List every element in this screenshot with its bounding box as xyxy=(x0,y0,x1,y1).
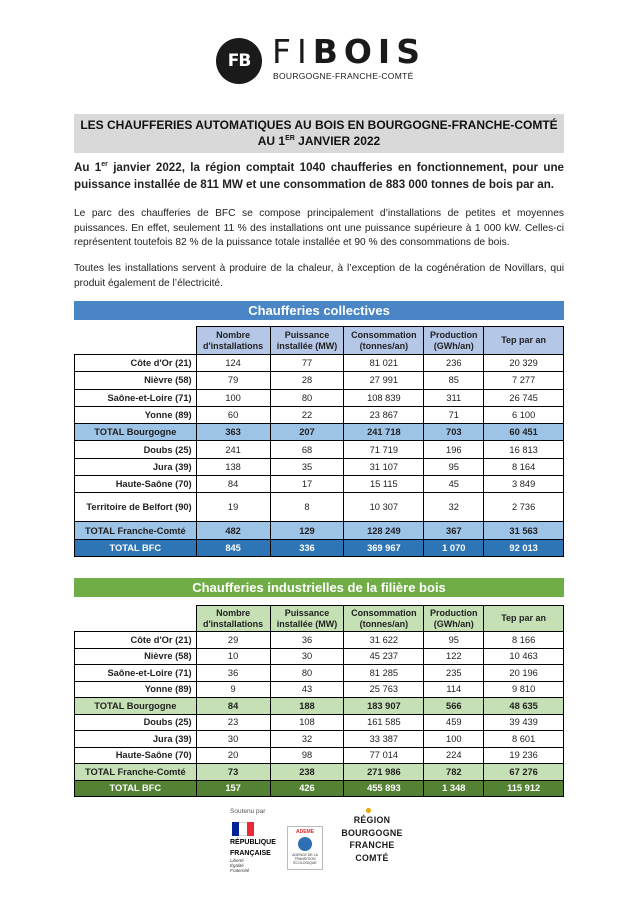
table-cell: 363 xyxy=(196,424,270,441)
industrielles-banner: Chaufferies industrielles de la filière bois xyxy=(74,578,564,597)
row-label-cell: Saône-et-Loire (71) xyxy=(75,389,197,406)
table-cell: 98 xyxy=(270,747,344,764)
table-cell: 1 070 xyxy=(424,539,484,556)
table-row xyxy=(75,355,564,372)
region-bfc-logo xyxy=(336,814,408,864)
table-cell: 33 387 xyxy=(344,731,424,748)
table-cell: 108 xyxy=(270,714,344,731)
logo-word-thin: FI xyxy=(272,32,313,71)
table-cell: 48 635 xyxy=(484,698,564,715)
row-label-cell: TOTAL Bourgogne xyxy=(75,698,197,715)
fibois-logo xyxy=(216,32,426,86)
rf-name-1: RÉPUBLIQUE xyxy=(230,839,276,846)
header-empty-cell xyxy=(75,606,197,632)
table-cell: 10 463 xyxy=(484,648,564,665)
table-cell: 138 xyxy=(196,458,270,475)
table-cell: 9 xyxy=(196,681,270,698)
logo-word-bold: BOIS xyxy=(312,32,426,71)
row-label-cell: TOTAL BFC xyxy=(75,539,197,556)
intro-paragraph-3: Toutes les installations servent à produire de la chaleur, à l’exception de la cogénération de Novillars, qui produit également de l’électricité. xyxy=(74,263,564,289)
table-row xyxy=(75,389,564,406)
table-row xyxy=(75,372,564,389)
table-cell: 92 013 xyxy=(484,539,564,556)
table-cell: 10 xyxy=(196,648,270,665)
table-cell: 114 xyxy=(424,681,484,698)
row-label-cell: Nièvre (58) xyxy=(75,648,197,665)
table-cell: 26 745 xyxy=(484,389,564,406)
table-cell: 100 xyxy=(424,731,484,748)
table-cell: 367 xyxy=(424,522,484,539)
table-cell: 311 xyxy=(424,389,484,406)
table-cell: 71 719 xyxy=(344,441,424,458)
table-cell: 129 xyxy=(270,522,344,539)
table-row xyxy=(75,665,564,682)
table-cell: 224 xyxy=(424,747,484,764)
table-row xyxy=(75,406,564,423)
table-row xyxy=(75,731,564,748)
table-row xyxy=(75,681,564,698)
table-cell: 68 xyxy=(270,441,344,458)
column-header: Tep par an xyxy=(484,327,564,355)
table-cell: 336 xyxy=(270,539,344,556)
table-cell: 60 xyxy=(196,406,270,423)
table-cell: 19 xyxy=(196,493,270,522)
table-cell: 188 xyxy=(270,698,344,715)
logo-wordmark xyxy=(272,34,426,70)
title-line2-suffix: JANVIER 2022 xyxy=(294,134,381,148)
table-cell: 10 307 xyxy=(344,493,424,522)
column-header: Production (GWh/an) xyxy=(424,327,484,355)
industrielles-table xyxy=(74,605,564,797)
table-cell: 30 xyxy=(196,731,270,748)
table-cell: 196 xyxy=(424,441,484,458)
table-cell: 79 xyxy=(196,372,270,389)
table-cell: 241 xyxy=(196,441,270,458)
table-cell: 32 xyxy=(424,493,484,522)
table-row xyxy=(75,648,564,665)
rf-motto-1: Liberté xyxy=(230,858,244,863)
table-cell: 3 849 xyxy=(484,476,564,493)
total-franche-comte-row xyxy=(75,764,564,781)
intro-p1-sup: er xyxy=(101,161,108,169)
table-cell: 77 014 xyxy=(344,747,424,764)
table-cell: 35 xyxy=(270,458,344,475)
region-line-2: BOURGOGNE xyxy=(341,827,403,838)
table-header-row xyxy=(75,327,564,355)
column-header: Puissance installée (MW) xyxy=(270,606,344,632)
table-cell: 85 xyxy=(424,372,484,389)
table-row xyxy=(75,747,564,764)
title-line2-sup: ER xyxy=(285,135,295,142)
table-cell: 73 xyxy=(196,764,270,781)
table-cell: 238 xyxy=(270,764,344,781)
table-cell: 703 xyxy=(424,424,484,441)
table-cell: 67 276 xyxy=(484,764,564,781)
table-row xyxy=(75,632,564,649)
table-cell: 108 839 xyxy=(344,389,424,406)
row-label-cell: Haute-Saône (70) xyxy=(75,476,197,493)
table-cell: 20 196 xyxy=(484,665,564,682)
table-header-row xyxy=(75,606,564,632)
row-label-cell: Haute-Saône (70) xyxy=(75,747,197,764)
table-cell: 236 xyxy=(424,355,484,372)
table-row xyxy=(75,476,564,493)
intro-paragraph-2: Le parc des chaufferies de BFC se compose principalement d’installations de petites et moyennes puissances. En effet, seulement 11 % des installations ont une puissance supérieure à 1 000 kW. Celles-ci représentent toutefois 82 % de la puissance totale installée et 90 % des consommations de bois. xyxy=(74,208,564,248)
document-title xyxy=(74,114,564,153)
table-cell: 241 718 xyxy=(344,424,424,441)
table-cell: 271 986 xyxy=(344,764,424,781)
column-header: Tep par an xyxy=(484,606,564,632)
table-cell: 80 xyxy=(270,665,344,682)
row-label-cell: TOTAL Franche-Comté xyxy=(75,522,197,539)
region-line-3: FRANCHE xyxy=(349,840,395,851)
table-cell: 23 867 xyxy=(344,406,424,423)
table-cell: 161 585 xyxy=(344,714,424,731)
table-cell: 16 813 xyxy=(484,441,564,458)
table-cell: 45 xyxy=(424,476,484,493)
soutenu-label: Soutenu par xyxy=(230,808,266,815)
table-cell: 8 164 xyxy=(484,458,564,475)
table-cell: 81 285 xyxy=(344,665,424,682)
ademe-name: ADEME xyxy=(295,829,315,835)
row-label-cell: Jura (39) xyxy=(75,458,197,475)
rf-name-2: FRANÇAISE xyxy=(230,850,271,857)
table-cell: 2 736 xyxy=(484,493,564,522)
table-cell: 29 xyxy=(196,632,270,649)
column-header: Consommation (tonnes/an) xyxy=(344,327,424,355)
table-cell: 207 xyxy=(270,424,344,441)
table-cell: 6 100 xyxy=(484,406,564,423)
globe-icon xyxy=(298,837,312,851)
column-header: Nombre d'installations xyxy=(196,327,270,355)
table-cell: 31 622 xyxy=(344,632,424,649)
column-header: Production (GWh/an) xyxy=(424,606,484,632)
row-label-cell: Territoire de Belfort (90) xyxy=(75,493,197,522)
rf-motto-2: Égalité xyxy=(230,863,244,868)
table-cell: 157 xyxy=(196,780,270,797)
table-cell: 43 xyxy=(270,681,344,698)
flag-red xyxy=(247,822,254,836)
total-bfc-row xyxy=(75,539,564,556)
rf-motto-3: Fraternité xyxy=(230,868,250,873)
intro-p1-prefix: Au 1 xyxy=(74,161,102,174)
title-line2 xyxy=(74,133,564,149)
total-bfc-row xyxy=(75,780,564,797)
collectives-table xyxy=(74,326,564,557)
region-line-1: RÉGION xyxy=(353,815,391,825)
ademe-tagline: AGENCE DE LA TRANSITION ÉCOLOGIQUE xyxy=(292,853,318,865)
ademe-logo xyxy=(287,826,323,870)
table-cell: 17 xyxy=(270,476,344,493)
row-label-cell: Jura (39) xyxy=(75,731,197,748)
table-cell: 20 329 xyxy=(484,355,564,372)
table-cell: 124 xyxy=(196,355,270,372)
row-label-cell: Côte d'Or (21) xyxy=(75,632,197,649)
table-cell: 782 xyxy=(424,764,484,781)
table-cell: 81 021 xyxy=(344,355,424,372)
title-line1: LES CHAUFFERIES AUTOMATIQUES AU BOIS EN BOURGOGNE-FRANCHE-COMTÉ xyxy=(80,118,558,132)
table-row xyxy=(75,714,564,731)
table-cell: 235 xyxy=(424,665,484,682)
row-label-cell: Yonne (89) xyxy=(75,406,197,423)
table-cell: 20 xyxy=(196,747,270,764)
table-cell: 15 115 xyxy=(344,476,424,493)
logo-subtitle: BOURGOGNE-FRANCHE-COMTÉ xyxy=(273,71,414,81)
table-cell: 22 xyxy=(270,406,344,423)
table-cell: 19 236 xyxy=(484,747,564,764)
table-cell: 183 907 xyxy=(344,698,424,715)
table-cell: 8 601 xyxy=(484,731,564,748)
table-cell: 8 xyxy=(270,493,344,522)
column-header: Nombre d'installations xyxy=(196,606,270,632)
region-line-4: COMTÉ xyxy=(355,852,389,863)
table-cell: 23 xyxy=(196,714,270,731)
collectives-banner: Chaufferies collectives xyxy=(74,301,564,320)
title-line2-prefix: AU 1 xyxy=(257,134,286,148)
row-label-cell: Saône-et-Loire (71) xyxy=(75,665,197,682)
table-cell: 9 810 xyxy=(484,681,564,698)
table-cell: 845 xyxy=(196,539,270,556)
table-cell: 27 991 xyxy=(344,372,424,389)
table-cell: 45 237 xyxy=(344,648,424,665)
table-cell: 455 893 xyxy=(344,780,424,797)
table-cell: 8 166 xyxy=(484,632,564,649)
total-franche-comte-row xyxy=(75,522,564,539)
table-row xyxy=(75,441,564,458)
column-header: Puissance installée (MW) xyxy=(270,327,344,355)
table-cell: 71 xyxy=(424,406,484,423)
republique-francaise-logo xyxy=(230,822,288,880)
intro-paragraph-1 xyxy=(74,160,564,193)
total-bourgogne-row xyxy=(75,424,564,441)
table-cell: 115 912 xyxy=(484,780,564,797)
table-cell: 95 xyxy=(424,458,484,475)
table-cell: 60 451 xyxy=(484,424,564,441)
table-cell: 426 xyxy=(270,780,344,797)
row-label-cell: Doubs (25) xyxy=(75,441,197,458)
table-cell: 84 xyxy=(196,698,270,715)
table-cell: 36 xyxy=(270,632,344,649)
table-cell: 95 xyxy=(424,632,484,649)
row-label-cell: Doubs (25) xyxy=(75,714,197,731)
table-cell: 566 xyxy=(424,698,484,715)
flag-icon xyxy=(232,822,254,836)
fb-badge: FB xyxy=(216,38,262,84)
total-bourgogne-row xyxy=(75,698,564,715)
row-label-cell: TOTAL Bourgogne xyxy=(75,424,197,441)
table-cell: 39 439 xyxy=(484,714,564,731)
table-cell: 1 348 xyxy=(424,780,484,797)
table-cell: 128 249 xyxy=(344,522,424,539)
flag-white xyxy=(239,822,246,836)
flag-blue xyxy=(232,822,239,836)
table-cell: 369 967 xyxy=(344,539,424,556)
row-label-cell: TOTAL Franche-Comté xyxy=(75,764,197,781)
table-cell: 77 xyxy=(270,355,344,372)
intro-p1-text: janvier 2022, la région comptait 1040 chaufferies en fonctionnement, pour une puissance installée de 811 MW et une consommation de 883 000 tonnes de bois par an. xyxy=(74,161,564,191)
table-cell: 7 277 xyxy=(484,372,564,389)
table-cell: 30 xyxy=(270,648,344,665)
table-cell: 28 xyxy=(270,372,344,389)
header-empty-cell xyxy=(75,327,197,355)
table-row xyxy=(75,493,564,522)
table-cell: 31 107 xyxy=(344,458,424,475)
table-cell: 459 xyxy=(424,714,484,731)
column-header: Consommation (tonnes/an) xyxy=(344,606,424,632)
table-cell: 122 xyxy=(424,648,484,665)
table-cell: 31 563 xyxy=(484,522,564,539)
table-cell: 84 xyxy=(196,476,270,493)
table-row xyxy=(75,458,564,475)
table-cell: 482 xyxy=(196,522,270,539)
row-label-cell: Nièvre (58) xyxy=(75,372,197,389)
region-dot-icon xyxy=(366,808,371,813)
row-label-cell: TOTAL BFC xyxy=(75,780,197,797)
row-label-cell: Yonne (89) xyxy=(75,681,197,698)
table-cell: 25 763 xyxy=(344,681,424,698)
table-cell: 32 xyxy=(270,731,344,748)
table-cell: 100 xyxy=(196,389,270,406)
table-cell: 80 xyxy=(270,389,344,406)
table-cell: 36 xyxy=(196,665,270,682)
row-label-cell: Côte d'Or (21) xyxy=(75,355,197,372)
